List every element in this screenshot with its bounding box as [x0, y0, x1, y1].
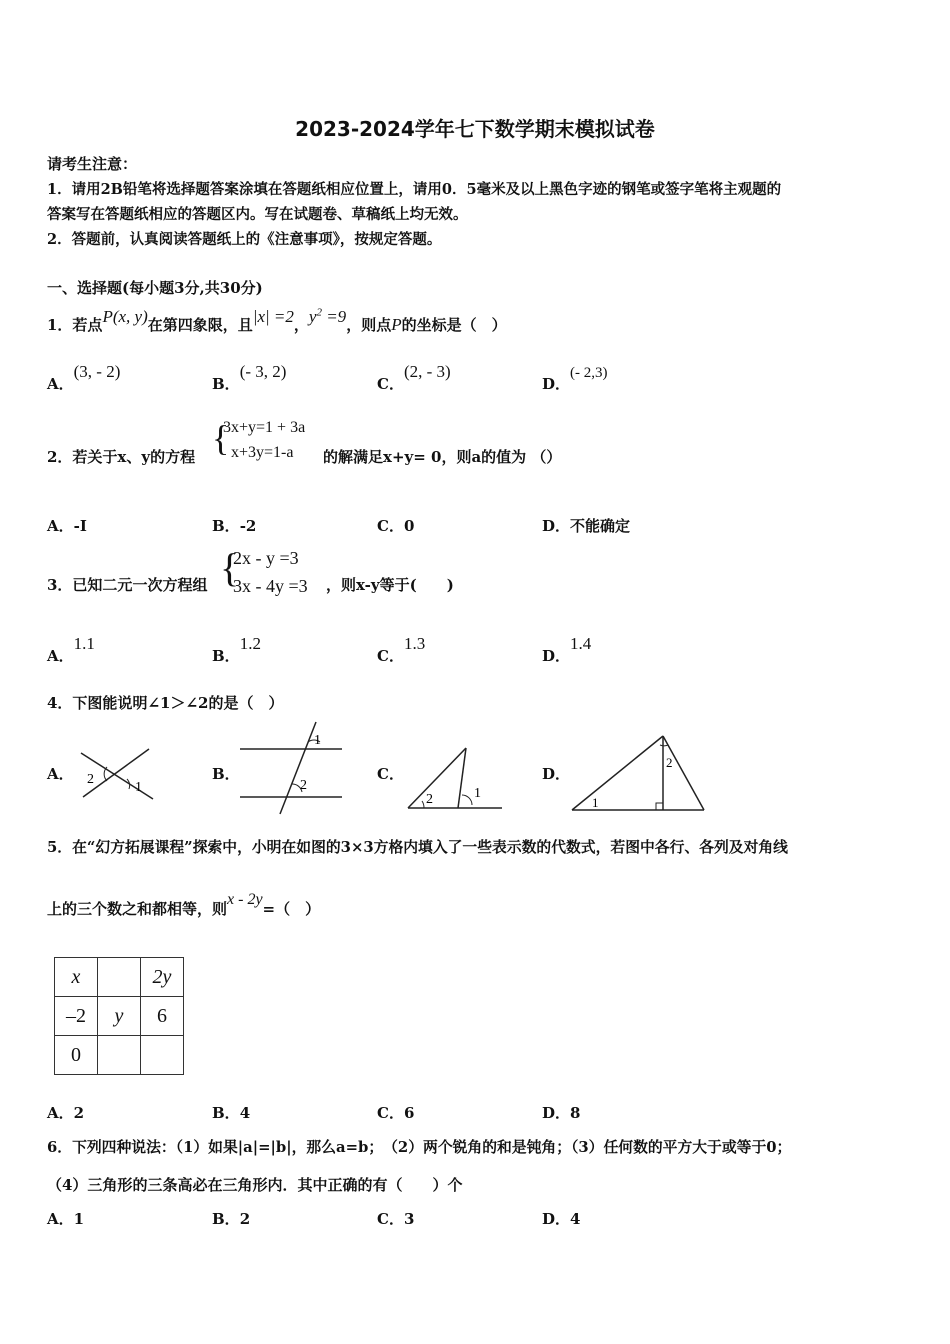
- grid-cell: [141, 1036, 184, 1075]
- grid-cell: [98, 1036, 141, 1075]
- table-row: [55, 997, 184, 1036]
- q1-tail: ，则点: [346, 316, 392, 334]
- grid-cell: [98, 958, 141, 997]
- angle-1-label: 1: [135, 780, 142, 795]
- q4-figure-d: [568, 733, 708, 813]
- q5-option-b[interactable]: B．4: [212, 1104, 251, 1122]
- q3-tail: ，则x-y等于( ): [326, 576, 454, 594]
- q4-figure-c: [404, 745, 504, 811]
- q3-option-c[interactable]: C．1.3: [377, 634, 426, 665]
- q1-prefix: 1．若点: [47, 316, 103, 334]
- magic-square-grid: [54, 957, 184, 1075]
- angle-2-label: 2: [426, 792, 433, 807]
- q1-p: P: [391, 315, 402, 334]
- q4-figure-a: [75, 745, 160, 805]
- q1-sq: $y^2 =9$: [308, 306, 347, 326]
- angle-1-label: 1: [314, 733, 321, 748]
- notice-line-2: 2．答题前，认真阅读答题纸上的《注意事项》，按规定答题。: [47, 231, 442, 248]
- table-row: [55, 958, 184, 997]
- angle-1-label: 1: [474, 786, 481, 801]
- notice-line-1a: 1．请用2B铅笔将选择题答案涂填在答题纸相应位置上，请用0．5毫米及以上黑色字迹的钢笔或签字笔将主观题的: [47, 181, 782, 198]
- q4-option-c[interactable]: C．: [377, 765, 404, 783]
- q1-point: P(x, y): [102, 307, 148, 326]
- q3-option-b[interactable]: B．1.2: [212, 634, 261, 665]
- q3-option-d[interactable]: D．1.4: [542, 634, 592, 665]
- q4-option-d[interactable]: D．: [542, 765, 571, 783]
- q5-option-a[interactable]: A．2: [47, 1104, 85, 1122]
- q1-comma: ，: [293, 316, 309, 334]
- q3-eq2: 3x - 4y =3: [233, 576, 308, 596]
- q1-option-d[interactable]: D．(- 2,3): [542, 365, 608, 393]
- q2-eq1: 3x+y=1 + 3a: [223, 419, 306, 436]
- section-heading: 一、选择题(每小题3分,共30分): [47, 279, 263, 297]
- q5-option-c[interactable]: C．6: [377, 1104, 415, 1122]
- q1-option-c[interactable]: C．(2, - 3): [377, 362, 451, 393]
- q6-option-a[interactable]: A．1: [47, 1210, 85, 1228]
- q6-line-2: （4）三角形的三条高必在三角形内．其中正确的有（ ）个: [47, 1176, 463, 1194]
- angle-2-label: 2: [87, 772, 94, 787]
- q5-option-d[interactable]: D．8: [542, 1104, 581, 1122]
- angle-1-label: 1: [592, 795, 599, 810]
- q6-option-d[interactable]: D．4: [542, 1210, 581, 1228]
- q2-brace: {: [212, 418, 230, 458]
- q4-option-a[interactable]: A．: [47, 765, 74, 783]
- q3-option-a[interactable]: A．1.1: [47, 634, 95, 665]
- q2-option-a[interactable]: A．-I: [47, 517, 87, 535]
- table-row: [55, 1036, 184, 1075]
- q2-prefix: 2．若关于x、y的方程: [47, 448, 196, 466]
- grid-cell: –2: [55, 997, 98, 1036]
- q2-option-c[interactable]: C．0: [377, 517, 415, 535]
- grid-cell: 6: [141, 997, 184, 1036]
- q1-tail2: 的坐标是（ ）: [401, 316, 507, 334]
- angle-2-label: 2: [300, 778, 307, 793]
- q3-prefix: 3．已知二元一次方程组: [47, 576, 208, 594]
- q5-line-2: 上的三个数之和都相等，则x - 2y=（ ）: [47, 891, 321, 918]
- q1-option-a[interactable]: A．(3, - 2): [47, 362, 121, 393]
- angle-2-label: 2: [666, 755, 673, 770]
- q3-brace: {: [220, 545, 240, 590]
- q6-option-c[interactable]: C．3: [377, 1210, 415, 1228]
- q6-option-b[interactable]: B．2: [212, 1210, 251, 1228]
- q2-eq2: x+3y=1-a: [231, 444, 294, 461]
- q4-figure-b: [236, 720, 346, 816]
- grid-cell: 0: [55, 1036, 98, 1075]
- q4-text: 4．下图能说明∠1＞∠2的是（ ）: [47, 694, 284, 712]
- q2-option-b[interactable]: B．-2: [212, 517, 257, 535]
- q6-line-1: 6．下列四种说法：（1）如果|a|=|b|，那么a=b； （2）两个锐角的和是钝角；（3）任何数的平方大于或等于0；: [47, 1139, 792, 1156]
- q2-tail: 的解满足x+y= 0，则a的值为 （）: [323, 448, 562, 466]
- q5-expr: x - 2y: [227, 891, 263, 908]
- notice-heading: 请考生注意：: [47, 155, 138, 173]
- q2-option-d[interactable]: D．不能确定: [542, 517, 631, 535]
- q1-option-b[interactable]: B．(- 3, 2): [212, 362, 287, 393]
- grid-cell: x: [55, 958, 98, 997]
- q1-mid: 在第四象限，且: [147, 316, 253, 334]
- grid-cell: y: [98, 997, 141, 1036]
- question-1: [47, 306, 507, 335]
- q1-abs: |x| =2: [252, 307, 294, 326]
- q4-option-b[interactable]: B．: [212, 765, 240, 783]
- page-title: 2023-2024学年七下数学期末模拟试卷: [295, 117, 655, 141]
- q5-line-1: 5．在“幻方拓展课程”探索中，小明在如图的3×3方格内填入了一些表示数的代数式，若图中各行、各列及对角线: [47, 839, 788, 856]
- grid-cell: 2y: [141, 958, 184, 997]
- q3-eq1: 2x - y =3: [233, 548, 299, 568]
- notice-line-1b: 答案写在答题纸相应的答题区内。写在试题卷、草稿纸上均无效。: [47, 206, 468, 223]
